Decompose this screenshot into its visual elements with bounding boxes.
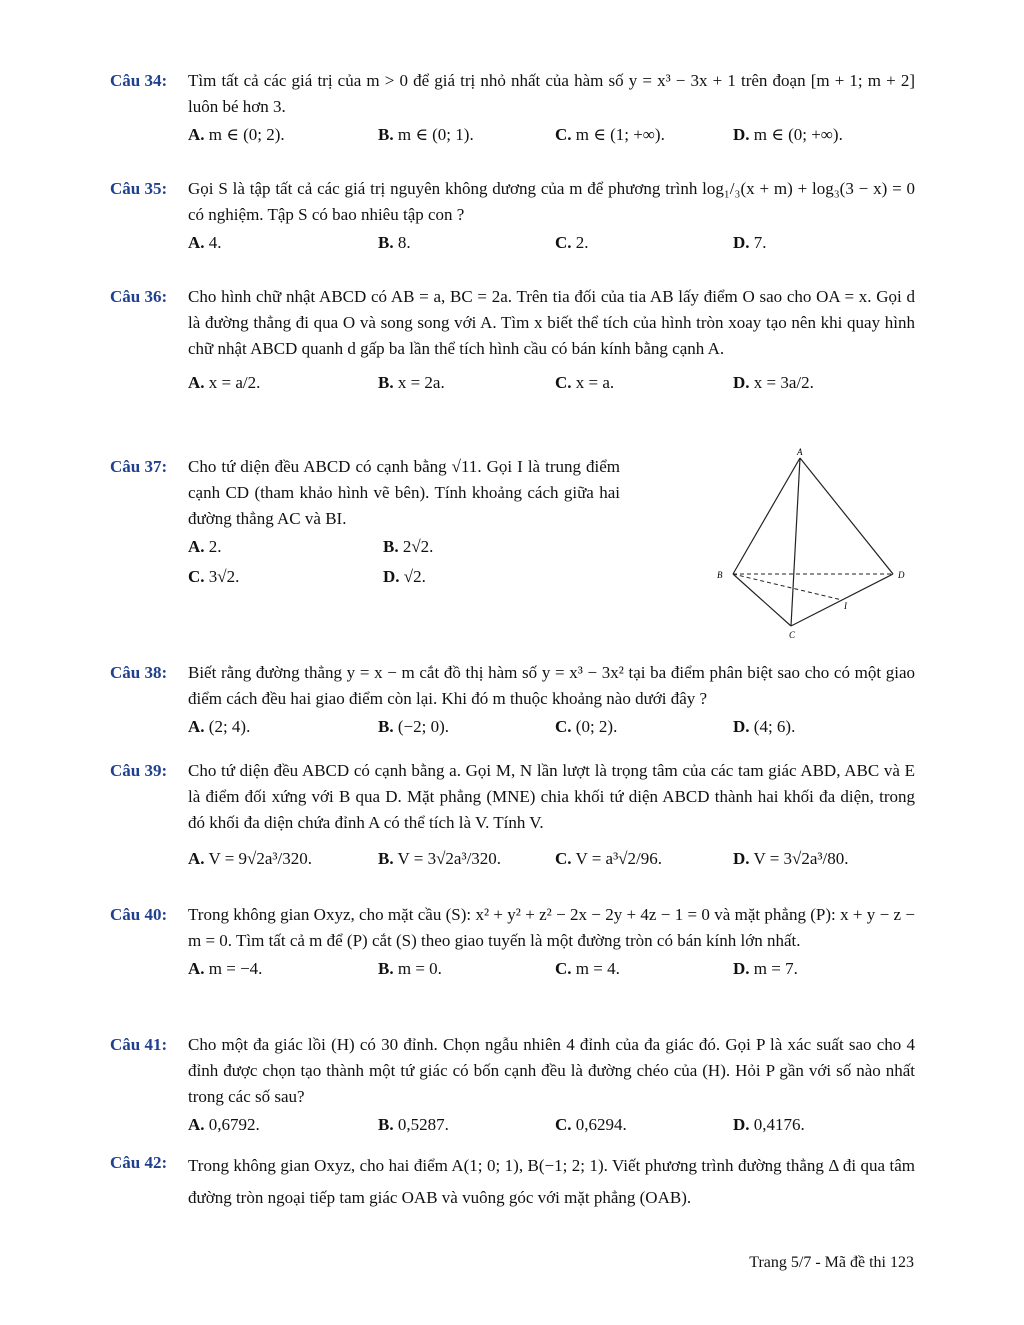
question-36	[110, 284, 915, 398]
option-a: A. m ∈ (0; 2).	[188, 125, 285, 144]
question-number: Câu 42:	[110, 1153, 168, 1172]
option-a: A. 0,6792.	[188, 1115, 260, 1134]
option-d: D. 7.	[733, 233, 767, 252]
question-number: Câu 34:	[110, 71, 168, 90]
option-c: C. x = a.	[555, 373, 615, 392]
question-number: Câu 36:	[110, 287, 168, 306]
answer-options	[188, 1110, 915, 1140]
option-b: B. x = 2a.	[378, 373, 445, 392]
option-c: C. m = 4.	[555, 959, 620, 978]
label-c: C	[789, 630, 796, 640]
option-d: D. (4; 6).	[733, 717, 796, 736]
option-b: B. 2√2.	[383, 537, 434, 556]
option-a: A. x = a/2.	[188, 373, 261, 392]
edge-ac	[791, 458, 800, 626]
option-d: D. x = 3a/2.	[733, 373, 814, 392]
question-stem: Cho một đa giác lồi (H) có 30 đỉnh. Chọn ngẫu nhiên 4 đỉnh của đa giác đó. Gọi P là xác suất sao cho 4 đỉnh được chọn tạo thành một tứ giác có bốn cạnh đều là đường chéo của (H). Hỏi P gần với số nào nhất trong các số sau?	[188, 1035, 915, 1106]
question-stem: Cho tứ diện đều ABCD có cạnh bằng a. Gọi M, N lần lượt là trọng tâm của các tam giác ABD, ABC và E là điểm đối xứng với B qua D. Mặt phẳng (MNE) chia khối tứ diện ABCD thành hai khối đa diện, trong đó khối đa diện chứa đỉnh A có thể tích là V. Tính V.	[188, 761, 915, 832]
option-c: C. 3√2.	[188, 567, 240, 586]
segment-bi	[733, 574, 842, 600]
option-c: C. (0; 2).	[555, 717, 618, 736]
question-41	[110, 1032, 915, 1140]
option-b: B. m ∈ (0; 1).	[378, 125, 474, 144]
question-stem: Cho tứ diện đều ABCD có cạnh bằng √11. Gọi I là trung điểm cạnh CD (tham khảo hình vẽ bên). Tính khoảng cách giữa hai đường thẳng AC và BI.	[188, 457, 620, 528]
question-stem: Cho hình chữ nhật ABCD có AB = a, BC = 2a. Trên tia đối của tia AB lấy điểm O sao cho OA = x. Gọi d là đường thẳng đi qua O và song song với A. Tìm x biết thể tích của hình tròn xoay tạo nên khi quay hình chữ nhật ABCD quanh d gấp ba lần thể tích hình cầu có bán kính bằng cạnh A.	[188, 287, 915, 358]
page-footer: Trang 5/7 - Mã đề thi 123	[749, 1254, 914, 1271]
label-d: D	[898, 570, 905, 580]
question-37	[110, 454, 620, 592]
label-a: A	[797, 447, 803, 457]
tetrahedron-figure	[705, 446, 910, 646]
question-39	[110, 758, 915, 874]
edge-ab	[733, 458, 800, 574]
option-c: C. m ∈ (1; +∞).	[555, 125, 665, 144]
option-b: B. V = 3√2a³/320.	[378, 849, 502, 868]
option-b: B. m = 0.	[378, 959, 442, 978]
option-a: A. 4.	[188, 233, 222, 252]
option-c: C. V = a³√2/96.	[555, 849, 662, 868]
option-d: D. m = 7.	[733, 959, 798, 978]
answer-options	[188, 228, 915, 258]
option-a: A. V = 9√2a³/320.	[188, 849, 312, 868]
question-stem: Tìm tất cả các giá trị của m > 0 để giá trị nhỏ nhất của hàm số y = x³ − 3x + 1 trên đoạn [m + 1; m + 2] luôn bé hơn 3.	[188, 71, 915, 116]
option-a: A. (2; 4).	[188, 717, 251, 736]
option-a: A. 2.	[188, 537, 222, 556]
question-42	[110, 1150, 915, 1214]
edge-ad	[800, 458, 893, 574]
question-stem: Biết rằng đường thẳng y = x − m cắt đồ thị hàm số y = x³ − 3x² tại ba điểm phân biệt sao cho có một giao điểm cách đều hai giao điểm còn lại. Khi đó m thuộc khoảng nào dưới đây ?	[188, 663, 915, 708]
answer-options-row-1	[188, 532, 620, 562]
question-number: Câu 40:	[110, 905, 168, 924]
edge-bc	[733, 574, 791, 626]
question-number: Câu 41:	[110, 1035, 168, 1054]
question-35	[110, 176, 915, 258]
question-stem: Trong không gian Oxyz, cho mặt cầu (S): x² + y² + z² − 2x − 2y + 4z − 1 = 0 và mặt phẳng (P): x + y − z − m = 0. Tìm tất cả m để (P) cắt (S) theo giao tuyến là một đường tròn có bán kính lớn nhất.	[188, 905, 915, 950]
question-number: Câu 37:	[110, 457, 168, 476]
question-stem: Trong không gian Oxyz, cho hai điểm A(1; 0; 1), B(−1; 2; 1). Viết phương trình đường thẳng Δ đi qua tâm đường tròn ngoại tiếp tam giác OAB và vuông góc với mặt phẳng (OAB).	[188, 1156, 915, 1207]
option-d: D. m ∈ (0; +∞).	[733, 125, 843, 144]
option-a: A. m = −4.	[188, 959, 263, 978]
option-c: C. 0,6294.	[555, 1115, 627, 1134]
option-d: D. √2.	[383, 567, 426, 586]
answer-options-row-2	[188, 562, 620, 592]
option-d: D. V = 3√2a³/80.	[733, 849, 849, 868]
option-b: B. 8.	[378, 233, 411, 252]
answer-options	[188, 844, 915, 874]
option-c: C. 2.	[555, 233, 589, 252]
label-i: I	[844, 601, 847, 611]
question-40	[110, 902, 915, 984]
option-b: B. (−2; 0).	[378, 717, 449, 736]
question-number: Câu 35:	[110, 179, 168, 198]
question-34	[110, 68, 915, 150]
question-number: Câu 38:	[110, 663, 168, 682]
answer-options	[188, 120, 915, 150]
answer-options	[188, 712, 915, 742]
answer-options	[188, 368, 915, 398]
option-d: D. 0,4176.	[733, 1115, 805, 1134]
question-stem: Gọi S là tập tất cả các giá trị nguyên không dương của m để phương trình log₁/₃(x + m) + log₃(3 − x) = 0 có nghiệm. Tập S có bao nhiêu tập con ?	[188, 179, 915, 224]
answer-options	[188, 954, 915, 984]
question-number: Câu 39:	[110, 761, 168, 780]
label-b: B	[717, 570, 723, 580]
question-38	[110, 660, 915, 742]
option-b: B. 0,5287.	[378, 1115, 449, 1134]
